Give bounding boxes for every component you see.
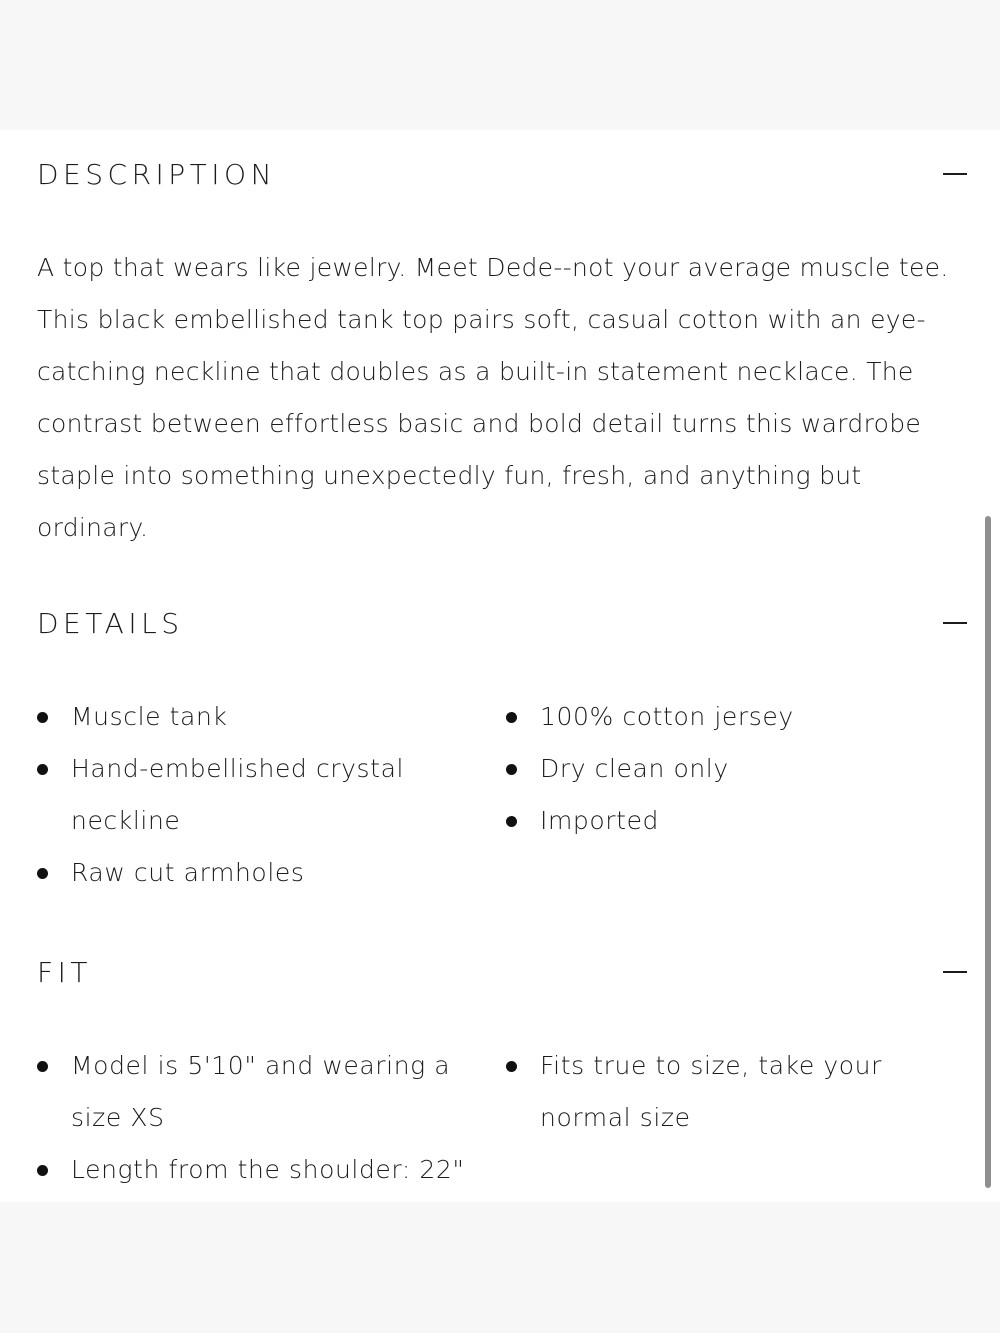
list-item (506, 795, 946, 847)
list-item-text: Raw cut armholes (71, 858, 305, 887)
details-title: DETAILS (37, 606, 184, 640)
list-item (37, 743, 447, 847)
list-item-text: Length from the shoulder: 22" (71, 1155, 465, 1184)
minus-icon (943, 971, 967, 973)
list-item (37, 1144, 482, 1196)
description-title: DESCRIPTION (37, 157, 277, 191)
bullet-dot (506, 816, 517, 827)
details-list-right (506, 691, 946, 847)
minus-icon (943, 622, 967, 624)
bullet-dot (37, 764, 48, 775)
fit-list-right (506, 1040, 911, 1144)
list-item (506, 743, 946, 795)
fit-list-left (37, 1040, 482, 1196)
list-item (37, 1040, 482, 1144)
bullet-dot (37, 1061, 48, 1072)
bullet-dot (506, 764, 517, 775)
fit-title: FIT (37, 955, 92, 989)
description-header[interactable] (37, 154, 967, 194)
list-item (506, 691, 946, 743)
description-text: A top that wears like jewelry. Meet Dede--not your average muscle tee. This black embellished tank top pairs soft, casual cotton with an eye-catching neckline that doubles as a built-in statement necklace. The contrast between effortless basic and bold detail turns this wardrobe staple into something unexpectedly fun, fresh, and anything but ordinary. (37, 253, 949, 542)
bullet-dot (37, 712, 48, 723)
list-item-text: Imported (540, 806, 660, 835)
list-item (37, 691, 447, 743)
details-header[interactable] (37, 603, 967, 643)
minus-icon (943, 173, 967, 175)
list-item (37, 847, 447, 899)
list-item-text: Muscle tank (71, 702, 228, 731)
list-item-text: Dry clean only (540, 754, 729, 783)
bullet-dot (506, 712, 517, 723)
details-list-left (37, 691, 447, 899)
list-item-text: Fits true to size, take your normal size (540, 1051, 882, 1132)
list-item (506, 1040, 911, 1144)
bullet-dot (37, 1165, 48, 1176)
fit-collapse-icon[interactable] (943, 960, 967, 984)
list-item-text: Model is 5'10" and wearing a size XS (71, 1051, 451, 1132)
bullet-dot (37, 868, 48, 879)
list-item-text: 100% cotton jersey (540, 702, 794, 731)
list-item-text: Hand-embellished crystal neckline (71, 754, 405, 835)
fit-header[interactable] (37, 952, 967, 992)
product-info-panel (0, 130, 1000, 1202)
description-collapse-icon[interactable] (943, 162, 967, 186)
bullet-dot (506, 1061, 517, 1072)
details-collapse-icon[interactable] (943, 611, 967, 635)
scrollbar-thumb[interactable] (985, 516, 991, 1188)
